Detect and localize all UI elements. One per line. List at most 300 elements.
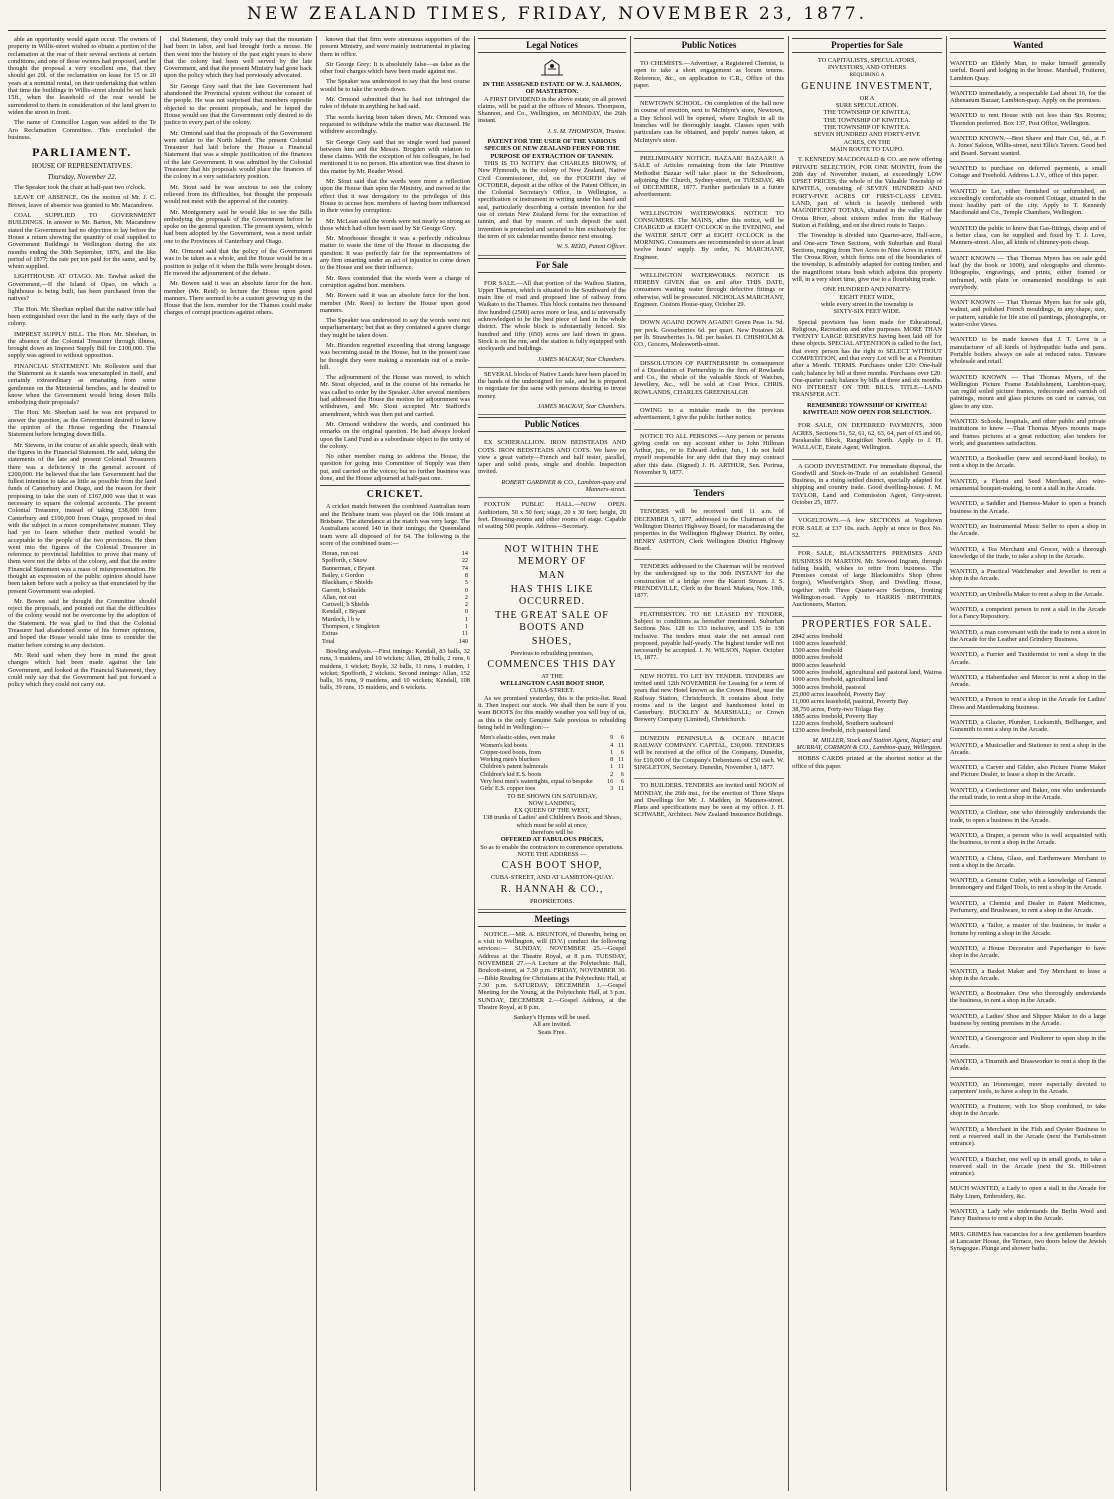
boot-intro: As we promised yesterday, this is the price-list. Read it. Then inspect our stock. We shall then be sure if you want BOOTS for this muddy weather you will buy of us, as this is the only Genuine Sale previous to rebuilding being held in Wellington:— [478, 694, 626, 731]
property-ad [792, 547, 942, 616]
wanted-ad: WANTED, a Glazier, Plumber, Locksmith, Bellhanger, and Gunsmith to rent a shop in the Arcade. [950, 716, 1106, 739]
wanted-ad: WANTED, a Person to rent a shop in the Arcade for Ladies' Dress and Mantlemaking business. [950, 693, 1106, 716]
runs-cell: 74 [461, 564, 468, 572]
notice-ad [634, 152, 784, 207]
legal-title: IN THE ASSIGNED ESTATE OF W. J. SALMON, OF MASTERTON. [482, 81, 622, 96]
col2-para-5: Mr. Ormond said that the policy of the Government was to be taken as a whole, and the House would be in a position to judge of it when the Bills were brought down. He moved the adjournment of the debate. [164, 248, 312, 277]
runs-cell: 140 [458, 637, 468, 645]
column-rule [946, 36, 947, 1491]
kiwitea-line: THE TOWNSHIP OF KIWITEA, [823, 109, 911, 117]
wanted-heading: Wanted [950, 38, 1106, 53]
item-cell: Children's patent balmorals [480, 763, 548, 771]
pence-cell: 6 [620, 770, 624, 778]
col3-para-12: Mr. Brandon regretted exceeding that strong language was becoming usual in the House, but in the present case he thought they were making a mountain out of a mole-hill. [320, 341, 470, 371]
notice-ad [634, 207, 784, 269]
cricket-score-row [320, 565, 470, 572]
pence-cell: 6 [620, 734, 624, 742]
shillings-cell: 9 [610, 734, 614, 742]
boot-tail-4: therefore will be [530, 829, 574, 837]
runs-cell: 0 [464, 608, 468, 616]
boot-headline-8: WELLINGTON CASH BOOT SHOP, [499, 680, 605, 688]
boot-tail-5: OFFERED AT FABULOUS PRICES, [500, 836, 604, 844]
props-list [792, 633, 942, 735]
wanted-ad: WANTED, a Basket Maker and Toy Merchant to lease a shop in the Arcade. [950, 965, 1106, 988]
foxton-body: FOXTON PUBLIC HALL.—NOW OPEN. Auditorium, 50 x 50 feet; stage, 20 x 30 feet; height, 20 feet. Dressing-rooms and other rooms of stage. Capable of seating 500 people. Address—Secretary. [478, 501, 626, 531]
wanted-ad: WANTED, a Bookseller (new and second-hand books), to rent a shop in the Arcade. [950, 452, 1106, 475]
date-line: Thursday, November 22. [47, 173, 117, 182]
shillings-cell: 16 [607, 778, 614, 785]
boot-price-row [478, 763, 626, 770]
patent-notice [478, 135, 626, 255]
property-list-item: 25,000 acres leasehold, Poverty Bay [792, 690, 885, 698]
for-sale-heading: For Sale [478, 258, 626, 273]
props-sig: M. MILLER, Stock and Station Agent, Napier; and MURRAY, CORMON & CO., Lambton-quay, Wellington. [796, 736, 942, 752]
wanted-ad: WANTED, a Tinsmith and Brassworker to rent a shop in the Arcade. [950, 1055, 1106, 1078]
col3-para-1: Sir George Grey: It is absolutely false—as false as the other foul charges which have been made against me. [320, 60, 470, 76]
runs-cell: 14 [461, 550, 468, 558]
notice-text: WELLINGTON WATERWORKS. NOTICE IS HEREBY GIVEN that on and after THIS DATE, consumers wasting water through defective fittings or otherwise, will be prosecuted. NICHOLAS MARCHANT, Engineer. Custom House-quay, October 29. [634, 271, 784, 309]
meetings-tail: Sankey's Hymns will be used. [513, 1014, 591, 1022]
wanted-ad: WANTED, a China, Glass, and Earthenware Merchant to rent a shop in the Arcade. [950, 852, 1106, 875]
col2-para-1: Sir George Grey said that the late Government had abandoned the Provincial system without the consent of the people. He was not surprised that members opposite objected to the present proposals, and he hoped the House would see that the Government only desired to do justice to every part of the colony. [164, 82, 312, 127]
column-3 [320, 36, 470, 1491]
kiwitea-line: SEVEN HUNDRED AND FORTY-FIVE [813, 131, 921, 139]
runs-cell: 11 [462, 630, 468, 638]
batsman-cell: Extras [322, 630, 338, 638]
column-4 [478, 36, 626, 1491]
meetings-tail-2: All are invited. [532, 1021, 572, 1029]
boot-tail-3: 138 trunks of Ladies' and Children's Boots and Shoes, which must be sold at once, [482, 814, 622, 829]
column-2 [164, 36, 312, 1491]
notice-text: OWING to a mistake made in the previous advertisement, I give the public further notice. [634, 406, 784, 422]
wanted-ad: WANTED, a Carver and Gilder, also Picture Frame Maker and Picture Dealer, to lease a shop in the Arcade. [950, 761, 1106, 784]
wanted-ad: WANT KNOWN — That Thomas Myers has on sale gold leaf (by the book or 1000), and oleographs and chromo-lithographs, engravings, and prints, either framed or unframed, with plain or ornamented mouldings to suit everybody. [950, 252, 1106, 296]
batsman-cell: Kendall, c Bryant [322, 608, 366, 616]
wanted-ad: WANTED to purchase on deferred payments, a small Cottage and Freehold. Address L.J.V., office of this paper. [950, 162, 1106, 185]
col1-para-3: LEAVE OF ABSENCE. On the motion of Mr. J. C. Brown, leave of absence was granted to Mr. Macandrew. [8, 194, 156, 209]
col1-para-7: IMPREST SUPPLY BILL. The Hon. Mr. Sheehan, in the absence of the Colonial Treasurer through illness, brought down an Imprest Supply Bill for £100,000. The supply was agreed to without opposition. [8, 330, 156, 360]
notice-text: NOTICE TO ALL PERSONS.—Any person or persons giving credit on my account either to John Hillman Arthur, jun., or to Edward Arthur, Jun., I do not hold myself responsible for any debt that they may contract after this date. (Signed) J. H. ARTHUR, Sen. Porirua, November 9, 1877. [634, 432, 784, 477]
wanted-ad: WANTED, an Instrumental Music Seller to open a shop in the Arcade. [950, 520, 1106, 543]
boot-headline-7: AT THE [541, 672, 563, 680]
tender-ad [634, 608, 784, 670]
wanted-ad: WANTED KNOWN — That Thomas Myers, of the Wellington Picture Frame Establishment, Lambton-quay, can regild soiled picture frames, redecorate and varnish oil paintings, mount and glass pictures on card or canvas, cut glass to any size. [950, 371, 1106, 415]
wanted-ad: WANTED, a man conversant with the trade to rent a store in the Arcade for the Leather and Grindery Business. [950, 626, 1106, 649]
kiwitea-line: TO CAPITALISTS, SPECULATORS, [817, 57, 917, 64]
col1-para-0: able an opportunity would again occur. The owners of property in Willis-street wished to obtain a portion of the reclamation at the rear of their several sections at certain conditions, and one of those owners had proposed, and he thought the proposal a very excellent one, that they should get 20l. of the reclamation on lease for 15 or 20 years at a nominal rental, on their undertaking that within that time the buildings in Willis-street should be set back 15ft., when the leasehold of the rear would be surrendered to them in consideration of the land given to widen the street in front. [8, 36, 156, 116]
house-subheading: HOUSE OF REPRESENTATIVES. [31, 162, 133, 171]
batsman-cell: Blackham, c Shields [322, 579, 373, 587]
notice-text: WELLINGTON WATERWORKS. NOTICE TO CONSUMERS. The MAINS, after this notice, will be CHARGED at EIGHT O'CLOCK in the EVENING, and the WATER SHUT OFF at EIGHT O'CLOCK in the MORNING. Consumers are recommended to store at least twelve hours' supply. By order, N. MARCHANT, Engineer. [634, 209, 784, 261]
col1-para-9: The Hon. Mr. Sheehan said he was not prepared to answer the question, as the Government desired to know the opinion of the House regarding the Financial Statement before bringing down Bills. [8, 409, 156, 439]
tender-ad [634, 779, 784, 825]
properties-heading: Properties for Sale [792, 38, 942, 53]
schierallion-body: EX SCHIERALLION. IRON BEDSTEADS AND COTS. IRON BEDSTEADS AND COTS. We have on view a great variety—French and half tester, parallel, taper and solid posts, single and double. Inspection invited. [478, 439, 626, 476]
tender-text: TENDERS addressed to the Chairman will be received by the undersigned up to the 30th INSTANT for the construction of a bridge over the Karori Stream. J. S. PRENDEVILLE, Clerk to the Board. Makara, Nov. 19th, 1877. [634, 563, 784, 600]
col1-para-4: COAL SUPPLIED TO GOVERNMENT BUILDINGS. In answer to Mr. Barton, Mr. Macandrew stated the Government had no objection to lay before the House a return showing the quantity of coal supplied to Government Buildings in Wellington during the six months ending the 30th September, 1876, and the like period of 1877; the rate per ton paid for the same, and by whom supplied. [8, 212, 156, 271]
notice-ad [634, 404, 784, 430]
boot-price-row [478, 778, 626, 785]
wanted-list [950, 57, 1106, 1257]
tender-ad [634, 670, 784, 732]
col1-para-8: FINANCIAL STATEMENT. Mr. Rolleston said that the Statement as it stands was unexampled in itself, and certainly extraordinary as emanating from some gentlemen on the Ministerial benches, and he desired to know when the Government would bring down Bills embodying their proposals? [8, 362, 156, 407]
cricket-score-table [320, 550, 470, 645]
column-1 [8, 36, 156, 1491]
meetings-body: NOTICE.—MR. A. BRUNTON, of Dunedin, being on a visit to Wellington, will (D.V.) conduct the following services:— SUNDAY, NOVEMBER 25.—Gospel Address at the Theatre Royal, at 8 p.m. TUESDAY, NOVEMBER 27.—A Lecture at the Polytechnic Hall, Boulcott-street, at 7.30 p.m. FRIDAY, NOVEMBER 30.—Bible Reading for Christians at the Polytechnic Hall, at 7.30 p.m. SATURDAY, DECEMBER 1.—Gospel Meeting for the Young, at the Polytechnic Hall, at 3 p.m. SUNDAY, DECEMBER 2.—Gospel Address, at the Theatre Royal, at 8 p.m. [478, 930, 626, 1011]
kiwitea-line: REQUIRING A [849, 71, 885, 78]
batsman-cell: Spofforth, c Snow [322, 557, 368, 565]
item-cell: Working men's bluchers [480, 756, 540, 764]
kiwitea-line: INVESTORS, AND OTHERS [827, 64, 907, 72]
col1-para-12: Mr. Reid said when they bore in mind the great changes which had been made against the late Government, and looked at the Financial Statement, they could only say that the Government had put forward a policy which they could not carry out. [8, 651, 156, 689]
runs-cell: 0 [464, 586, 468, 594]
kiwitea-line: THE TOWNSHIP OF KIWITEA. [823, 116, 911, 124]
tender-ad [634, 560, 784, 607]
meetings-heading: Meetings [478, 912, 626, 927]
wanted-ad: WANTED, a Practical Watchmaker and Jeweller to rent a shop in the Arcade. [950, 565, 1106, 588]
property-list-item: 3000 acres freehold, pastoral [792, 683, 866, 691]
notice-ad [634, 269, 784, 316]
props-heading: PROPERTIES FOR SALE. [801, 618, 933, 630]
notice-ad [634, 357, 784, 404]
native-lands [478, 368, 626, 415]
runs-cell: 8 [464, 572, 468, 579]
patent-title: PATENT FOR THE USER OF THE VARIOUS SPECIES OF NEW ZEALAND FERN FOR THE PURPOSE OF EXTRACTION OF TANNIN. [484, 138, 620, 160]
col2-para-0: cial Statement, they could truly say that the mountain had been in labor, and had brought forth a mouse. He then went into the history of the past eight years to show that the colony had been well served by the late Government, and that the present Ministry had gone back upon the policy which they had previously advocated. [164, 36, 312, 80]
royal-crest-icon [537, 57, 567, 79]
for-sale-body: FOR SALE.—All that portion of the Waihou Station, Upper Thames, which is situated to the Southward of the main line of road and proposed line of railway from Waikato to the Thames. This block contains two thousand five hundred (2500) acres more or less, and is universally acknowledged to be the best piece of land in the whole district. The whole block is substantially fenced. Six hundred and fifty (650) acres are laid down in grass. Stock is on the run, and the station is fully equipped with stockyards and buildings. [478, 279, 626, 353]
kiwitea-tail-3: SIXTY-SIX FEET WIDE. [833, 308, 901, 316]
column-rule [316, 36, 317, 1491]
column-5 [634, 36, 784, 1491]
wanted-ad: WANTED, a Florist and Seed Merchant, also wire-ornamental bouquet-making, to rent a stall in the Arcade. [950, 475, 1106, 498]
kiwitea-desc: The Township is divided into Quarter-acre, Half-acre, and One-acre Town Sections, with Suburban and Rural Sections, ranging from Two Acres to Nine Acres in extent. The Oroua River, which forms one of the boundaries of the township, is admirably adapted for cutting timber, and the magnificent totara bush which adjoins this property will, in a very short time, give rise to a flourishing trade. [792, 232, 942, 284]
native-body: SEVERAL blocks of Native Lands have been placed in the hands of the undersigned for sale, and he is prepared to negotiate for the same with persons desiring to invest money. [478, 370, 626, 400]
item-cell: Children's kid E.S. boots [480, 770, 542, 778]
runs-cell: 2 [464, 601, 468, 609]
item-cell: Women's kid boots [480, 741, 528, 749]
notice-text: PRELIMINARY NOTICE. BAZAAR! BAZAAR!! A SALE of Articles remaining from the late Primitive Methodist Bazaar will take place in the Schoolroom, adjoining the Church, Sydney-street, on TUESDAY, 4th of DECEMBER, 1877. Further particulars in a future advertisement. [634, 154, 784, 199]
wanted-ad: MUCH WANTED, a Lady to open a stall in the Arcade for Baby Linen, Embroidery, &c. [950, 1182, 1106, 1205]
property-text: FOR SALE, BLACKSMITH'S PREMISES AND BUSINESS IN MARTON. Mr. Sowood Ingram, through failing health, wishes to retire from business. The Premises consist of large Blacksmith's Shop (three forges), Wheelwright's Shop, and Dwelling House, together with Three Quarter-acre Sections, fronting Wellington-road. Apply to HARRIS BROTHERS, Auctioneers, Marton. [792, 550, 942, 609]
waihou-sale [478, 277, 626, 368]
boot-headline-1: MAN [538, 569, 566, 581]
boot-tail-6: So as to enable the contractors to commence operations. [480, 843, 624, 851]
batsman-cell: Thompson, c Singleton [322, 623, 380, 631]
property-list-item: 2842 acres freehold [792, 632, 843, 640]
property-list-item: 1500 acres freehold [792, 647, 843, 655]
boot-tail-1: NOW LANDING, [528, 799, 576, 807]
cricket-score-row [320, 608, 470, 615]
cricket-score-row [320, 572, 470, 579]
boot-tail-0: TO BE SHOWN ON SATURDAY, [507, 792, 597, 800]
boot-tail-8: CASH BOOT SHOP, [501, 860, 603, 872]
col3-para-10: Mr. Rowen said it was an absolute farce for the hon. member (Mr. Rees) to lecture the House upon good manners. [320, 292, 470, 314]
boot-headline-6: COMMENCES THIS DAY [487, 658, 617, 670]
for-sale-sig: JAMES MACKAY, Star Chambers. [537, 355, 626, 363]
boot-headline-2: HAS THIS LIKE OCCURRED. [510, 583, 594, 607]
wanted-ad: WANTED, a Merchant in the Fish and Oyster Business to rent a reserved stall in the Arcade (next the Farish-street entrance). [950, 1123, 1106, 1153]
boot-tail-2: EX QUEEN OF THE WEST, [514, 807, 590, 815]
col2-para-2: Mr. Ormond said that the proposals of the Government were unfair to the North Island. The present Colonial Treasurer had laid before the House a Financial Statement that was a simple justification of the finances of the late Government. It was admitted by the Colonial Treasurer that his proposals would place the finances of the colony in a very satisfactory position. [164, 129, 312, 181]
pence-cell: 11 [618, 763, 624, 771]
shillings-cell: 2 [610, 770, 614, 778]
property-list-item: 11,000 acres leasehold, pastoral, Poverty Bay [792, 698, 909, 706]
cricket-score-row [320, 616, 470, 623]
wanted-ad: WANTED, a Confectioner and Baker, one who understands the retail trade, to rent a shop in the Arcade. [950, 784, 1106, 807]
parliament-heading: PARLIAMENT. [32, 145, 132, 160]
patent-sig: W. S. REID, Patent Officer. [556, 243, 626, 251]
tenders-heading: Tenders [634, 486, 784, 501]
wanted-ad: WANTED, a Musicseller and Stationer to rent a shop in the Arcade. [950, 739, 1106, 762]
wanted-ad: WANTED, a Clothier, one who thoroughly understands the trade, to open a business in the Arcade. [950, 806, 1106, 829]
wanted-ad: WANTED. Schools, hospitals, and other public and private institutions to know —That Thomas Myers mounts maps and frames pictures at a great reduction; also tenders for work, and guarantees satisfaction. [950, 415, 1106, 452]
wanted-ad: WANTED, a Genuine Cutler, with a knowledge of General Ironmongery and Edged Tools, to rent a shop in the Arcade. [950, 874, 1106, 897]
property-list-item: 1600 acres leasehold [792, 639, 846, 647]
patent-body: THIS IS TO NOTIFY that CHARLES BROWN, of New Plymouth, in the colony of New Zealand, Native Civil Commissioner, did, on the FOURTH day of OCTOBER, deposit at the office of the Patent Officer, in the Colonial Secretary's Office, in Wellington, a specification or instrument in writing under his hand and seal, particularly describing a certain invention for the use of certain New Zealand ferns for the extraction of tannin, and that by reason of such deposit the said invention is protected and secured to him exclusively for the term of six calendar months thence next ensuing. [478, 159, 626, 240]
shillings-cell: 1 [610, 748, 614, 756]
boot-headline-3: THE GREAT SALE OF BOOTS AND [495, 609, 609, 633]
pence-cell: 11 [618, 741, 624, 749]
col1-para-1: The name of Councillor Logan was added to the Te Aro Reclamation Committee. This concluded the business. [8, 119, 156, 141]
batsman-cell: Cartwell, b Shields [322, 601, 370, 609]
wanted-ad: WANTED, a Furrier and Taxidermist to rent a shop in the Arcade. [950, 648, 1106, 671]
boot-price-row [478, 734, 626, 741]
wanted-ad: WANTED, a Greengrocer and Poulterer to open shop in the Arcade. [950, 1032, 1106, 1055]
notice-ad [634, 57, 784, 97]
wanted-ad: WANTED to Let, either furnished or unfurnished, an exceedingly comfortable six-roomed Cottage, situated in the most healthy part of the city. Apply to T. Kennedy Macdonald and Co., Temple Chambers, Wellington. [950, 185, 1106, 222]
wanted-ad: WANTED, a Lady who understands the Berlin Wool and Fancy Business to rent a shop in the Arcade. [950, 1205, 1106, 1228]
column-7 [950, 36, 1106, 1491]
col3-para-11: The Speaker was understood to say the words were not unparliamentary; but that as they contained a grave charge they might be taken down. [320, 317, 470, 339]
wanted-ad: WANT KNOWN — That Thomas Myers has for sale gilt, walnut, and polished French mouldings, in any shape, size, or pattern, suitable for life size oil paintings, photographs, or water-color views. [950, 296, 1106, 333]
col3-para-9: Mr. Rees contended that the words were a charge of corruption against hon. members. [320, 274, 470, 289]
col3-para-7: Mr. McLean said the words were not nearly so strong as those which had often been used by Sir George Grey. [320, 217, 470, 232]
tender-text: DUNEDIN PENINSULA & OCEAN BEACH RAILWAY COMPANY. CAPITAL, £30,000. TENDERS will be received at the office of the Company, Dunedin, for £10,000 of the Company's Debentures of £50 each. W. SINGLETON, Secretary. Dunedin, November 1, 1877. [634, 734, 784, 771]
notice-text: DOWN AGAIN! DOWN AGAIN!! Green Peas 1s. 9d. per peck. Gooseberries 6d. per quart. New Potatoes 2d. per lb. Strawberries 1s. 9d. per basket. D. CHISHOLM & CO., Grocers, Molesworth-street. [634, 319, 784, 349]
shillings-cell: 8 [610, 756, 614, 764]
batsman-cell: Murdoch, l b w [322, 615, 361, 623]
col3-para-14: Mr. Ormond withdrew the words, and continued his remarks on the original question. He had always looked upon the Land Fund as a subordinate object to the unity of the colony. [320, 420, 470, 450]
notice-ad [634, 316, 784, 356]
wanted-ad: WANTED, an Umbrella Maker to rent a shop in the Arcade. [950, 588, 1106, 603]
tender-text: TO BUILDERS. TENDERS are invited until NOON of MONDAY, the 26th inst., for the erection of Three Shops and Dwellings for Mr. J. Madden, in Manners-street. Plans and specifications may be seen at my office. J. H. SCHWABE, Architect. New Zealand Insurance Buildings. [634, 782, 784, 819]
tender-text: NEW HOTEL TO LET BY TENDER. TENDERS are invited until 12th NOVEMBER for Leasing for a term of years that new Hotel known as the Crown Hotel, near the Railway Station, Christchurch. It contains about forty rooms and is the largest and handsomest hotel in Canterbury. BUCKLEY & MARSHALL; or Crown Brewery Company (Limited), Christchurch. [634, 672, 784, 724]
col1-para-6: The Hon. Mr. Sheehan replied that the native title had been extinguished over the land in the early days of the colony. [8, 305, 156, 328]
col2-para-4: Mr. Montgomery said he would like to see the Bills embodying the proposals of the Government before he spoke on the general question. The present system, which had been adopted by the Government, was a most unfair one to the Provinces of Canterbury and Otago. [164, 208, 312, 245]
schierallion-sig: ROBERT GARDNER & CO., Lambton-quay and Manners-street. [501, 478, 626, 494]
column-rule [474, 36, 475, 1491]
wanted-ad: WANTED KNOWN.—Best Shave and Hair Cut, 6d., at F. A. Jones' Saloon, Willis-street, next Ellis's Tavern. Good bed and Board. Servant wanted. [950, 132, 1106, 162]
property-ad [792, 460, 942, 515]
wanted-ad: WANTED to be made known that J. T. Love is a manufacturer of all kinds of hydropathic baths and pans. Portable boilers always on sale at reduced rates. Tinware wholesale and retail. [950, 333, 1106, 370]
foxton-ad [478, 498, 626, 538]
col3-para-4: The words having been taken down, Mr. Ormond was requested to withdraw while the matter was discussed. He withdrew accordingly. [320, 113, 470, 136]
col2-para-6: Mr. Bowen said it was an absolute farce for the hon. member (Mr. Reid) to lecture the House upon good manners. There seemed to be a custom growing up in the House that the hon. member for the Thames could make charges of corrupt practices against others. [164, 280, 312, 317]
notice-ad [634, 430, 784, 485]
wanted-ad: WANTED, a Fruiterer, with Ice Shop combined, to take shop in the Arcade. [950, 1100, 1106, 1123]
legal-notices-heading: Legal Notices [478, 38, 626, 53]
boot-tail-7: NOTE THE ADDRESS — [517, 850, 587, 858]
wanted-ad: WANTED the public to know that Gas-fittings, cheap and of a better class, can be supplied and fixed by T. J. Love, Manners-street. Also, all kinds of chimney-pots cheap. [950, 222, 1106, 252]
boot-tail-11: PROPRIETORS. [529, 897, 575, 905]
col2-para-3: Mr. Stout said he was anxious to see the colony relieved from its difficulties, but thought the proposals would not meet with the approval of the country. [164, 183, 312, 206]
wanted-ad: WANTED, a Saddler and Harness-Maker to open a branch business in the Arcade. [950, 497, 1106, 520]
tender-ad [634, 505, 784, 560]
tender-text: TENDERS will be received until 11 a.m. of DECEMBER 5, 1877, addressed to the Chairman of the Wellington District Highway Board, for macadamising the properties in the Wellington Highway District. By order, HENRY ASHTON, Clerk Wellington District Highway Board. [634, 508, 784, 552]
meetings-tail-3: Seats Free. [537, 1028, 567, 1036]
col3-para-0: known that that firm were strenuous supporters of the present Ministry, and were mainly instrumental in placing them in office. [320, 36, 470, 58]
kiwitea-line: OR A [859, 94, 875, 102]
masthead-rule [8, 30, 1106, 31]
wanted-ad: WANTED, a Haberdasher and Mercer to rent a shop in the Arcade. [950, 671, 1106, 694]
property-list-item: 8000 acres leasehold [792, 661, 846, 669]
masthead: NEW ZEALAND TIMES, FRIDAY, NOVEMBER 23, 1877. [246, 4, 868, 24]
batsman-cell: Allan, not out [322, 593, 357, 601]
property-ad [792, 514, 942, 547]
column-rule [630, 36, 631, 1491]
runs-cell: 5 [464, 579, 468, 587]
public-notices-heading: Public Notices [478, 417, 626, 432]
kiwitea-tail-2: while every street in the township is [820, 300, 914, 308]
wanted-ad: WANTED an Elderly Man, to make himself generally useful. Board and lodging in the house. Marshall, Fruiterer, Lambton Quay. [950, 57, 1106, 87]
cricket-intro: A cricket match between the combined Australian team and the Brisbane team was played on the 10th instant at Brisbane. The attendance at the match was very large. The Australians scored 140 in their innings; the Queensland team were all disposed of for 64. The following is the score of the combined team:— [320, 503, 470, 547]
shillings-cell: 1 [610, 763, 614, 771]
wanted-ad: WANTED immediately, a respectable Lad about 16, for the Athenaeum Bazaar, Lambton-quay. Apply on the premises. [950, 87, 1106, 110]
col3-para-13: The adjournment of the House was moved, to which Mr. Stout objected, and in the course of his remarks he was called to order by the Speaker. After several members had addressed the House the motion for adjournment was withdrawn, and Mr. Stout accepted Mr. Stafford's amendment, which was then put and carried. [320, 374, 470, 418]
wanted-ad: WANTED, an Ironmonger, more especially devoted to carpenters' tools, to have a shop in the Arcade. [950, 1078, 1106, 1101]
batsman-cell: Garrett, b Shields [322, 586, 366, 594]
property-text: VOGELTOWN.—A few SECTIONS at Vogeltown FOR SALE at £37 10s. each. Apply at once to Box No. 52. [792, 517, 942, 539]
notice-ad [634, 97, 784, 152]
legal-sig: J. S. M. THOMPSON, Trustee. [547, 127, 626, 135]
notice-text: TO CHEMISTS.—Advertiser, a Registered Chemist, is open to take a short engagement as locum tenens. Reference, &c., on application to C.R., Office of this paper. [634, 60, 784, 89]
property-list-item: 5000 acres freehold, agricultural and pastoral land, Wairoa [792, 669, 942, 677]
wanted-ad: WANTED, a Butcher, one well up in small goods, to take a reserved stall in the Arcade (next the St. Hill-street entrance). [950, 1153, 1106, 1183]
cricket-score-row [320, 579, 470, 586]
wanted-ad: WANTED, a Ladies' Shoe and Slipper Maker to do a large business by renting premises in the Arcade. [950, 1010, 1106, 1033]
public-notices-heading-2: Public Notices [634, 38, 784, 53]
kiwitea-tail-1: EIGHT FEET WIDE, [839, 293, 895, 301]
shillings-cell: 3 [610, 785, 614, 793]
boot-headline-4: SHOES, [531, 635, 573, 647]
runs-cell: 2 [464, 593, 468, 601]
wanted-ad: WANTED, a Tailor, a master of the business, to make a fortune by renting a shop in the Arcade. [950, 919, 1106, 942]
tender-text: FEATHERSTON. TO BE LEASED BY TENDER, Subject to conditions as hereafter mentioned. Suburban Sections Nos. 128 to 133 inclusive, and 135 to 138 inclusive. The tenders must state the net annual rent proposed, payable half-yearly. The highest tender will not necessarily be accepted. J. N. WILSON, Napier. October 15, 1877. [634, 610, 784, 662]
cricket-score-row [320, 630, 470, 637]
boot-headline-9: CUBA-STREET. [529, 687, 575, 695]
kiwitea-tail-0: ONE HUNDRED AND NINETY- [823, 286, 911, 294]
wanted-ad: WANTED, a competent person to rent a stall in the Arcade for a Fancy Repository. [950, 603, 1106, 626]
cricket-score-row [320, 587, 470, 594]
cricket-score-row [320, 601, 470, 608]
cricket-bowling: Bowling analysis.—First innings: Kendall, 83 balls, 32 runs, 3 maidens, and 10 wickets; Allan, 28 balls, 2 runs, 6 maidens, 1 wicket; Boyle, 32 balls, 11 runs, 1 maiden, 1 wicket; Spofforth, 2 wickets. Second innings: Allan, 152 balls, 16 runs, 9 maidens, and 10 wickets; Kendall, 108 balls, 39 runs, 15 maidens, and 6 wickets. [320, 647, 470, 692]
property-text: FOR SALE, ON DEFERRED PAYMENTS, 3000 ACRES, Sections 51, 52, 61, 62, 63, 64, part of 65 and 66, Parakarahu Block, Rangitikei North. Apply to J. H. WALLACE, Estate Agent, Wellington. [792, 422, 942, 452]
col1-para-11: Mr. Bowen said he thought the Committee should reject the proposals, and pointed out that the difficulties of the colony would not be overcome by the adoption of the Statement. He was glad to find that the Colonial Treasurer had abandoned some of his former opinions, and hoped the House would take time to consider the matter before coming to any decision. [8, 597, 156, 649]
boot-price-row [478, 785, 626, 792]
wanted-ad: WANTED, a Draper, a person who is well acquainted with the business, to rent a shop in the Arcade. [950, 829, 1106, 852]
runs-cell: 1 [464, 623, 468, 631]
wanted-ad: WANTED, a House Decorator and Paperhanger to have shop in the Arcade. [950, 942, 1106, 965]
cricket-heading: CRICKET. [320, 485, 470, 501]
kiwitea-line: GENUINE INVESTMENT, [801, 80, 933, 92]
batsman-cell: Total [322, 637, 335, 645]
runs-cell: 1 [464, 615, 468, 623]
kiwitea-line: THE TOWNSHIP OF KIWITEA. [823, 124, 911, 132]
boot-sale-ad [478, 539, 626, 910]
col3-para-3: Mr. Ormond submitted that he had not infringed the rules of debate in anything he had said. [320, 96, 470, 111]
boot-price-row [478, 771, 626, 778]
cricket-score-row [320, 550, 470, 557]
cricket-score-row [320, 638, 470, 645]
cricket-score-row [320, 623, 470, 630]
property-list-item: 8000 acres freehold [792, 654, 843, 662]
notice-text: DISSOLUTION OF PARTNERSHIP. In consequence of a Dissolution of Partnership in the firm of Rowlands and Co., the whole of the valuable Stock of Watches, Jewellery, &c., will be sold at Cost Price. CHRIS. ROWLANDS, CHARLES GREENHALGH. [634, 359, 784, 396]
col1-para-10: Mr. Stevens, in the course of an able speech, dealt with the figures in the Financial Statement. He said, taking the statements of the late and present Colonial Treasurers there was a deficiency in the general account of £200,000. He believed that the late Government had the fullest intention to take as little as possible from the land funds of Canterbury and Otago, and the reason for their proposing to take the sum of £167,000 was that it was necessary to square the colonial accounts. The present Colonial Treasurer, instead of taking £38,000 from Canterbury and £100,000 from Otago, proposed to deal with the subject in a more comprehensive manner. They had yet to learn whether their method would be acceptable to the people of the two provinces. He then went into the figures of the Colonial Treasurer in reference to provincial liabilities to prove that many of them were not the debts of the colony, and that the entire Financial Statement was a mass of misrepresentation. He thought an expression of the public opinion should have been taken before such a policy as that enunciated by the present Government was adopted. [8, 441, 156, 595]
property-text: A GOOD INVESTMENT. For immediate disposal, the Goodwill and Stock-in-Trade of an established General Business, in a rising settled district, specially adapted for shipping and country trade. Good dwelling-house. J. M. TAYLOR, Land and Commission Agent, Grey-street. October 25, 1877. [792, 462, 942, 507]
boot-headline-0: NOT WITHIN THE MEMORY OF [504, 543, 600, 567]
schierallion-ad [478, 436, 626, 498]
property-ad [792, 419, 942, 459]
kennedy-offer: T. KENNEDY MACDONALD & CO. are now offering PRIVATE SELECTION, FOR ONE MONTH, from the 20th day of November instant, at exceedingly LOW UPSET PRICES, the whole of the Valuable Township of KIWITEA, consisting of SEVEN HUNDRED AND FORTY-FIVE ACRES OF FIRST-CLASS LEVEL LAND, part of which is heavily timbered with MAGNIFICENT TOTARA, situated in the valley of the Oroua River, about sixteen miles from the Railway Station at Feilding, and on the direct route to Taupo. [792, 156, 942, 229]
boot-price-row [478, 742, 626, 749]
item-cell: Girls' E.S. copper toes [480, 785, 536, 793]
col1-para-2: The Speaker took the chair at half-past two o'clock. [14, 184, 146, 192]
boot-tail-10: R. HANNAH & CO., [500, 883, 604, 895]
cricket-score-row [320, 594, 470, 601]
wanted-ad: WANTED, a Bootmaker. One who thoroughly understands the business, to rent a shop in the Arcade. [950, 987, 1106, 1010]
boot-tail-9: CUBA-STREET, AND AT LAMBTON-QUAY. [490, 874, 614, 882]
col3-para-8: Mr. Moorhouse thought it was a perfectly ridiculous matter to waste the time of the House in discussing the question. It was perfectly fair for the representatives of any firm smarting under an act of injustice to come down to the House and see their influence. [320, 235, 470, 272]
col3-para-2: The Speaker was understood to say that the best course would be to take the words down. [320, 78, 470, 93]
kiwitea-line: ACRES, ON THE [843, 138, 891, 146]
property-list-item: 1230 acres freehold, rich pastoral land [792, 727, 890, 735]
boot-headline-5: Previous to rebuilding premises, [510, 649, 594, 657]
pence-cell: 11 [618, 785, 624, 793]
col3-para-5: Sir George Grey said that no single word had passed between him and the Messrs. Brogden with relation to these claims. With the exception of his colleagues, he had mentioned it to no person. His attention was first drawn to this matter by Mr. Reader Wood. [320, 138, 470, 175]
wanted-ad: WANTED, a Tea Merchant and Grocer, with a thorough knowledge of the trade, to take a shop in the Arcade. [950, 543, 1106, 566]
native-sig: JAMES MACKAY, Star Chambers. [537, 402, 626, 410]
boot-price-row [478, 749, 626, 756]
batsman-cell: Horan, run out [322, 550, 359, 558]
tender-ad [634, 732, 784, 779]
column-rule [788, 36, 789, 1491]
boot-price-table [478, 734, 626, 792]
column-rule [160, 36, 161, 1491]
property-list-item: 38,750 acres, Forty-two Tolaga Bay [792, 705, 884, 713]
property-list-item: 1220 acres freehold, Southern seaboard [792, 720, 893, 728]
col3-para-15: No other member rising to address the House, the question for going into Committee of Supply was then put, and carried on the voices; but no further business was done, and the House adjourned at half-past one. [320, 453, 470, 483]
kiwitea-line: SURE SPECULATION. [835, 102, 899, 110]
kiwitea-terms: Special provision has been made for Educational, Religious, Recreation and other purposes. MORE THAN TWENTY LARGE RESERVES having been laid off for these objects. SPECIAL ATTENTION is called to the fact, that every person has the right to SELECT WITHOUT COMPETITION, and that every Lot will be at a Premium after a Month. TERMS. Purchases under £20: One-half cash; balance by bill at three months. Purchases over £20: One-quarter cash; balance by bills at three and six months. NO INTEREST ON THE BILLS. TITLE—LAND TRANSFER ACT. [792, 318, 942, 399]
hobbs-ad: HOBBS CARDS printed at the shortest notice at the office of this paper. [792, 751, 942, 770]
wanted-ad: WANTED, a Chemist and Dealer in Patent Medicines, Perfumery, and Brushware, to rent a shop in the Arcade. [950, 897, 1106, 920]
pence-cell: 11 [618, 756, 624, 764]
col3-para-6: Mr. Stout said that the words were more a reflection upon the House than upon the Ministry, and moved to the effect that it was derogatory to the privileges of this House to accuse hon. members of having been influenced in their votes by corruption. [320, 178, 470, 215]
batsman-cell: Bannerman, c Bryant [322, 564, 375, 572]
pence-cell: 6 [620, 778, 624, 785]
runs-cell: 22 [461, 557, 468, 565]
wanted-ad: WANTED to rent House with not less than Six Rooms; Thorndon preferred. Box 137, Post Office, Wellington. [950, 109, 1106, 132]
item-cell: Copper-toed boots, from [480, 748, 541, 756]
property-list-item: 1000 acres freehold, agricultural land [792, 676, 888, 684]
kiwitea-remember: REMEMBER! TOWNSHIP OF KIWITEA! KIWITEA!!! NOW OPEN FOR SELECTION. [802, 401, 932, 417]
item-cell: Very best men's watertights, equal to bespoke [480, 778, 593, 785]
legal-body: A FIRST DIVIDEND in the above estate, on all proved claims, will be paid at the offices of Messrs. Thompson, Shannon, and Co., Wellington, on MONDAY, the 26th instant. [478, 95, 626, 125]
col1-para-5: LIGHTHOUSE AT OTAGO. Mr. Tawhai asked the Government,—If the Island of Opao, on which a lighthouse is being built, has been purchased from the natives? [8, 273, 156, 303]
notice-text: NEWTOWN SCHOOL. On completion of the hall now in course of erection, next to McIntyre's store, Newtown, a Day School will be opened, where English in all its branches will be thoroughly taught. Classes open with particulars can be obtained, and pupils' names taken, at McIntyre's store. [634, 100, 784, 144]
shillings-cell: 4 [610, 741, 614, 749]
